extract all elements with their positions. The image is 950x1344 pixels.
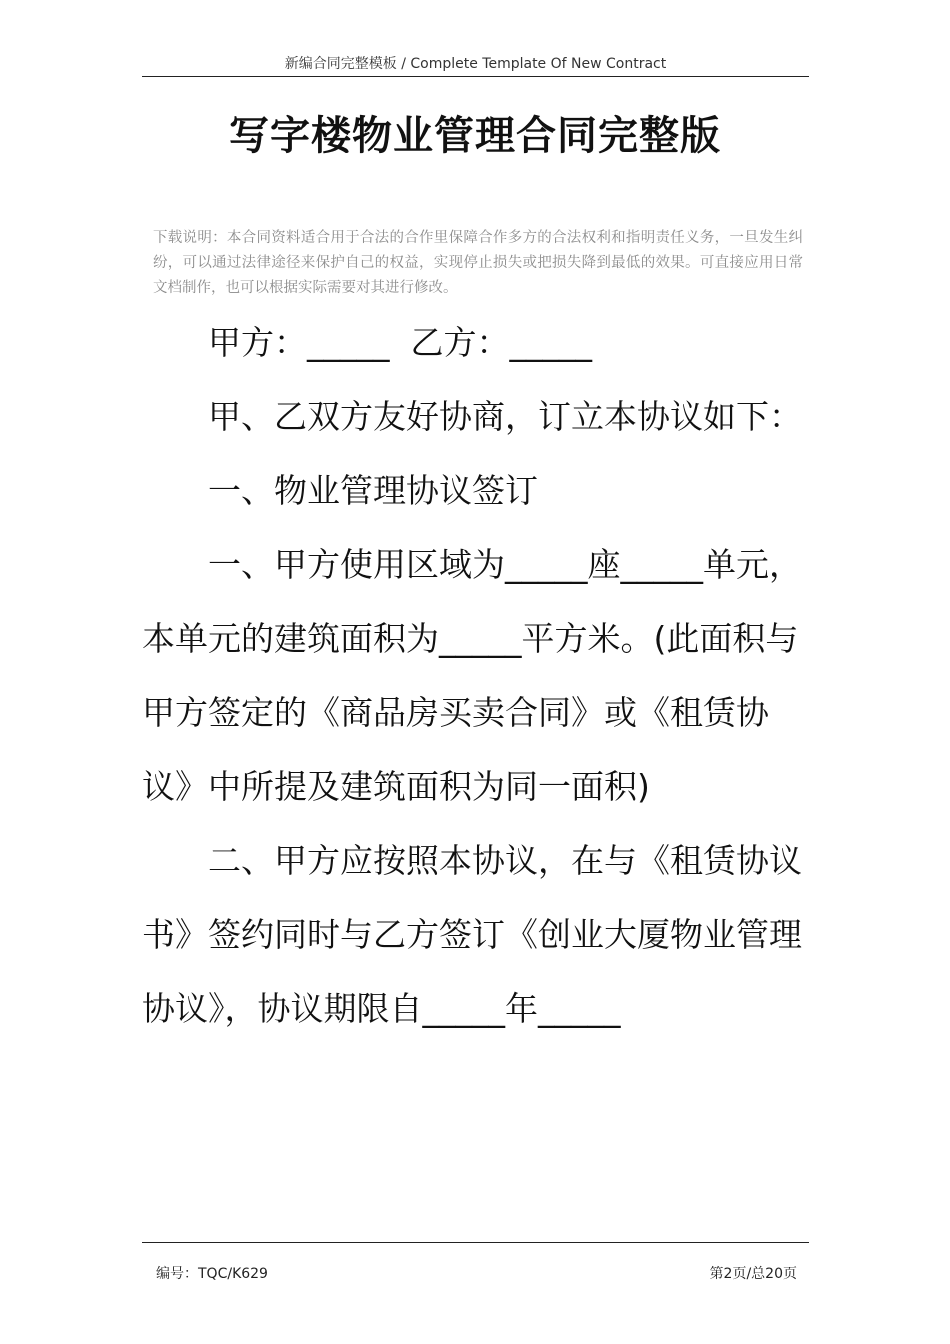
- paragraph-clause-1: 一、甲方使用区域为_____座_____单元，本单元的建筑面积为_____平方米。(此面积与甲方签定的《商品房买卖合同》或《租赁协议》中所提及建筑面积为同一面积): [142, 545, 802, 806]
- paragraph-section-heading: 一、物业管理协议签订: [208, 471, 538, 510]
- page-footer: [142, 1242, 809, 1283]
- download-note: 下载说明：本合同资料适合用于合法的合作里保障合作多方的合法权利和指明责任义务，一旦发生纠纷，可以通过法律途径来保护自己的权益，实现停止损失或把损失降到最低的效果。可直接应用日常文档制作，也可以根据实际需要对其进行修改。: [153, 230, 803, 296]
- page-header: [142, 52, 809, 77]
- paragraph-intro: 甲、乙双方友好协商，订立本协议如下：: [208, 397, 802, 436]
- paragraph-clause-2: 二、甲方应按照本协议，在与《租赁协议书》签约同时与乙方签订《创业大厦物业管理协议》，协议期限自_____年_____: [142, 841, 802, 1028]
- paragraph-parties: 甲方：_____ 乙方：_____: [208, 323, 592, 362]
- contract-body: [142, 306, 807, 1046]
- page-number: 第2页/总20页: [709, 1266, 797, 1282]
- document-code: 编号：TQC/K629: [156, 1266, 268, 1282]
- document-title: 写字楼物业管理合同完整版: [229, 113, 721, 159]
- header-text: 新编合同完整模板 / Complete Template Of New Contract: [284, 56, 667, 72]
